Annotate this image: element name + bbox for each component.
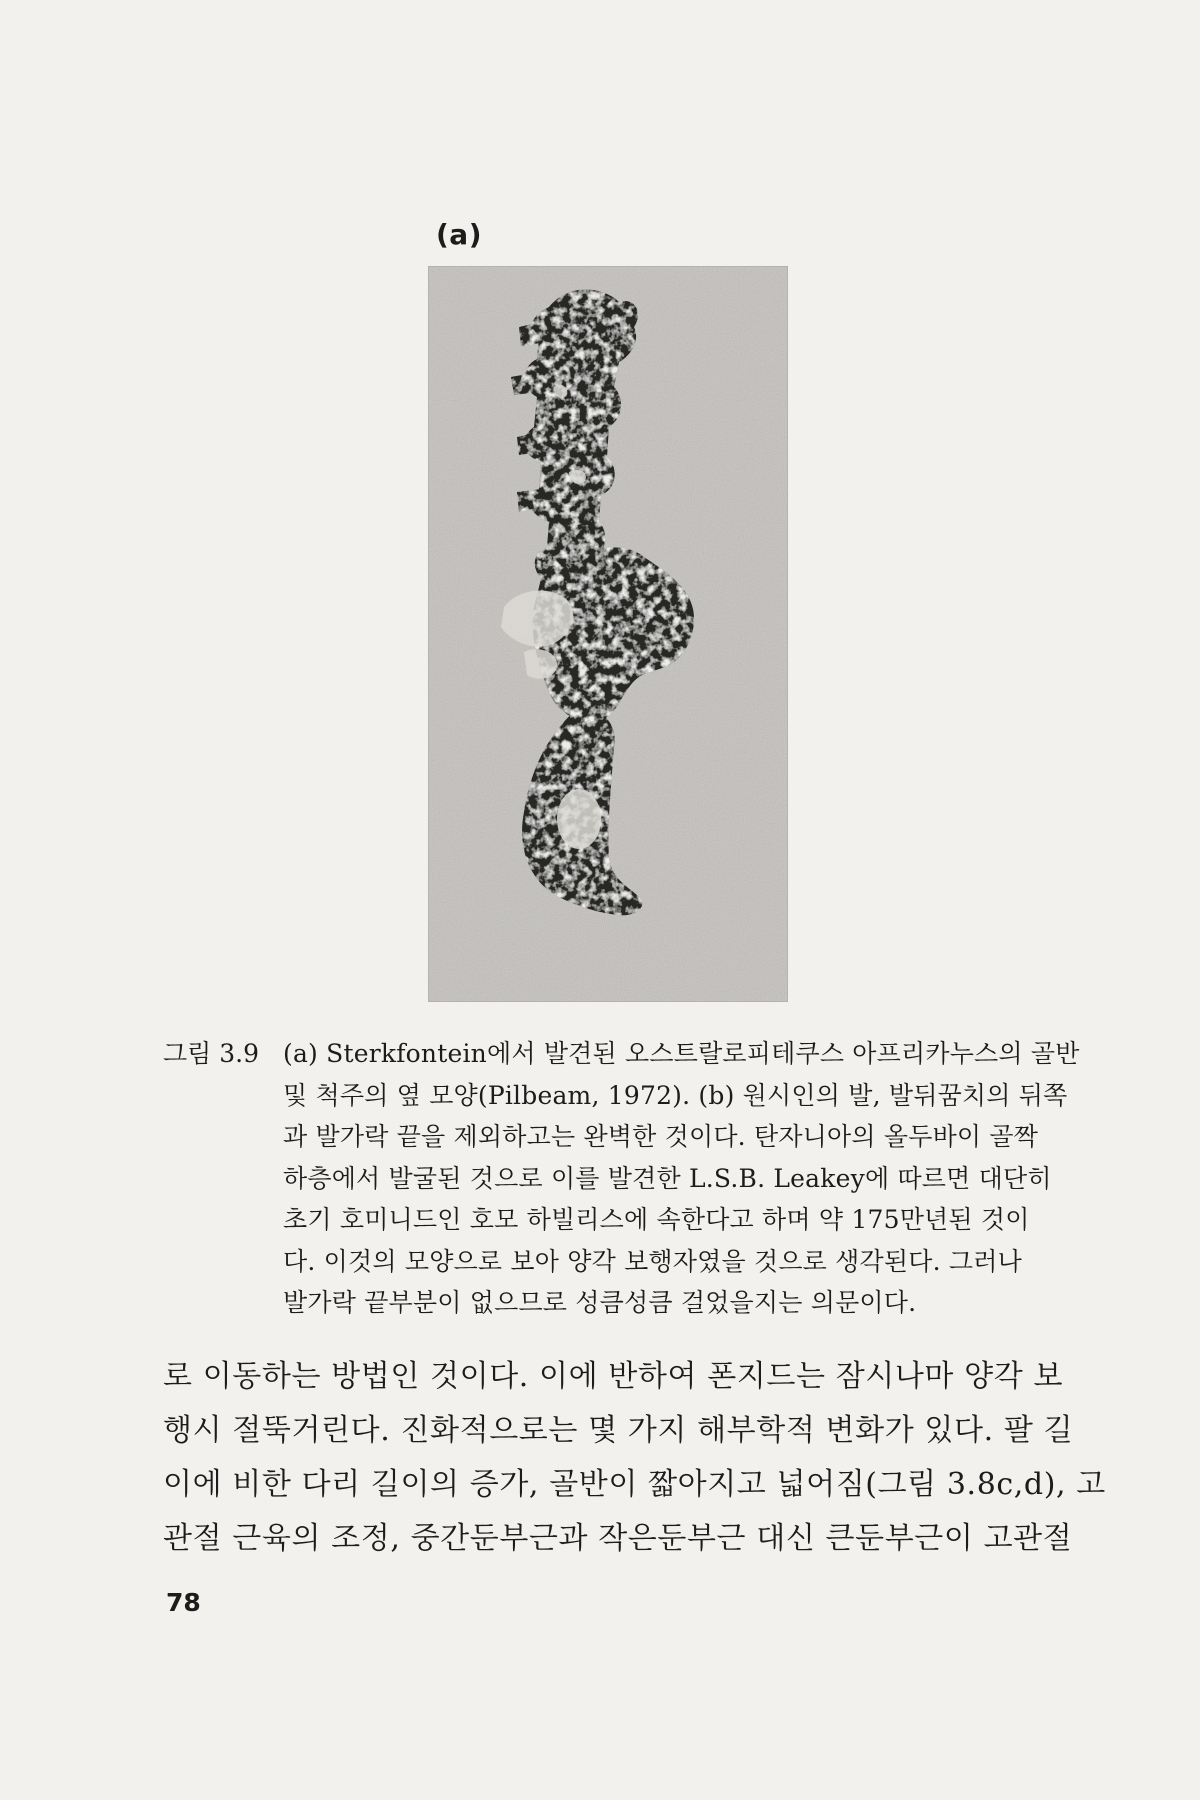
caption-text	[283, 1033, 1080, 1324]
caption-line: 발가락 끝부분이 없으므로 성큼성큼 걸었을지는 의문이다.	[283, 1288, 917, 1317]
fossil-spine-pelvis-image	[429, 267, 787, 1001]
caption-line: 및 척주의 옆 모양(Pilbeam, 1972). (b) 원시인의 발, 발뒤꿈치의 뒤쪽	[283, 1080, 1068, 1110]
caption-line: 다. 이것의 모양으로 보아 양각 보행자였을 것으로 생각된다. 그러나	[283, 1246, 1022, 1276]
caption-line: 과 발가락 끝을 제외하고는 완벽한 것이다. 탄자니아의 올두바이 골짝	[283, 1122, 1039, 1151]
caption-line: 초기 호미니드인 호모 하빌리스에 속한다고 하며 약 175만년된 것이	[283, 1205, 1030, 1234]
page-number: 78	[166, 1588, 201, 1617]
caption-label: 그림 3.9	[163, 1039, 260, 1068]
caption-line: 하층에서 발굴된 것으로 이를 발견한 L.S.B. Leakey에 따르면 대단히	[283, 1163, 1052, 1193]
figure-panel-label: (a)	[436, 218, 482, 251]
caption-line: (a) Sterkfontein에서 발견된 오스트랄로피테쿠스 아프리카누스의 골반	[283, 1039, 1080, 1068]
fossil-photo	[428, 266, 788, 1002]
body-line: 관절 근육의 조정, 중간둔부근과 작은둔부근 대신 큰둔부근이 고관절	[163, 1521, 1073, 1556]
body-line: 행시 절뚝거린다. 진화적으로는 몇 가지 해부학적 변화가 있다. 팔 길	[163, 1413, 1074, 1448]
body-line: 로 이동하는 방법인 것이다. 이에 반하여 폰지드는 잠시나마 양각 보	[163, 1359, 1064, 1394]
body-line: 이에 비한 다리 길이의 증가, 골반이 짧아지고 넓어짐(그림 3.8c,d), 고	[163, 1467, 1106, 1502]
body-paragraph	[163, 1350, 1106, 1566]
